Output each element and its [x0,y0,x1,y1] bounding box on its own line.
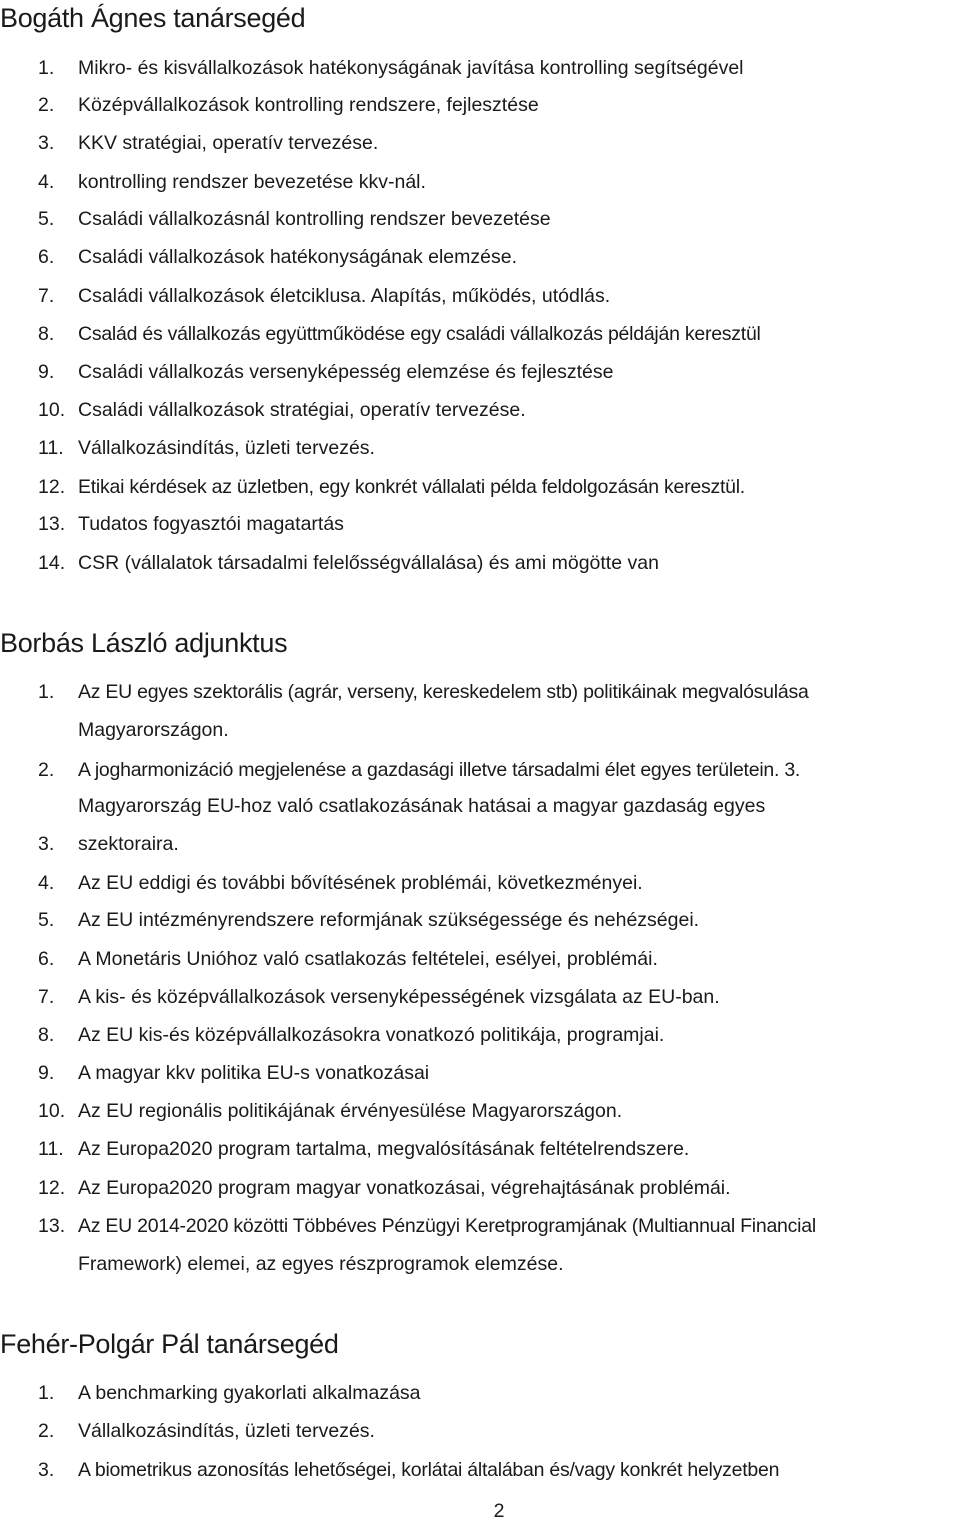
item-number: 3. [38,833,55,855]
item-number: 2. [38,759,55,781]
item-number: 1. [38,681,55,703]
item-number: 1. [38,1382,55,1404]
item-text: Az EU egyes szektorális (agrár, verseny, kereskedelem stb) politikáinak megvalósulása [78,681,809,703]
item-number: 10. [38,1100,66,1122]
section-heading-feher-polgar: Fehér-Polgár Pál tanársegéd [0,1329,339,1359]
item-number: 9. [38,1062,55,1084]
item-number: 3. [38,132,55,154]
item-text: KKV stratégiai, operatív tervezése. [78,132,379,154]
item-text: Az EU eddigi és további bővítésének problémái, következményei. [78,872,643,894]
item-text: Magyarország EU-hoz való csatlakozásának hatásai a magyar gazdaság egyes [78,795,766,817]
item-number: 8. [38,323,55,345]
item-number: 2. [38,94,55,116]
item-number: 11. [38,1138,64,1160]
item-text: kontrolling rendszer bevezetése kkv-nál. [78,171,426,193]
item-number: 10. [38,399,66,421]
item-text: Az EU kis-és középvállalkozásokra vonatkozó politikája, programjai. [78,1024,665,1046]
item-number: 4. [38,872,55,894]
item-number: 12. [38,1177,66,1199]
item-text: A kis- és középvállalkozások versenyképességének vizsgálata az EU-ban. [78,986,720,1008]
item-number: 3. [38,1459,55,1481]
item-number: 5. [38,208,55,230]
item-number: 4. [38,171,55,193]
item-number: 13. [38,1215,66,1237]
item-number: 14. [38,552,66,574]
item-number: 1. [38,57,55,79]
section-heading-bogath: Bogáth Ágnes tanársegéd [0,3,306,33]
section-heading-borbas: Borbás László adjunktus [0,628,288,658]
item-text: Családi vállalkozások hatékonyságának elemzése. [78,246,517,268]
item-text: Az EU regionális politikájának érvényesülése Magyarországon. [78,1100,623,1122]
item-number: 5. [38,909,55,931]
item-text: Tudatos fogyasztói magatartás [78,513,344,535]
item-text: Az EU intézményrendszere reformjának szükségessége és nehézségei. [78,909,700,931]
item-text: Középvállalkozások kontrolling rendszere, fejlesztése [78,94,539,116]
item-text: Család és vállalkozás együttműködése egy családi vállalkozás példáján keresztül [78,323,761,345]
item-number: 7. [38,986,55,1008]
item-number: 7. [38,285,55,307]
item-text: A biometrikus azonosítás lehetőségei, korlátai általában és/vagy konkrét helyzetben [78,1459,780,1481]
item-text: Családi vállalkozás versenyképesség elemzése és fejlesztése [78,361,614,383]
item-text: Vállalkozásindítás, üzleti tervezés. [78,437,375,459]
item-number: 6. [38,246,55,268]
page-number: 2 [493,1500,505,1522]
item-text: Az Europa2020 program tartalma, megvalósításának feltételrendszere. [78,1138,690,1160]
item-number: 9. [38,361,55,383]
item-text: Családi vállalkozások életciklusa. Alapítás, működés, utódlás. [78,285,611,307]
item-number: 8. [38,1024,55,1046]
item-text: Mikro- és kisvállalkozások hatékonyságának javítása kontrolling segítségével [78,57,744,79]
item-text: A benchmarking gyakorlati alkalmazása [78,1382,421,1404]
item-number: 12. [38,476,66,498]
item-number: 13. [38,513,66,535]
item-number: 11. [38,437,64,459]
item-text: CSR (vállalatok társadalmi felelősségvállalása) és ami mögötte van [78,552,659,574]
item-text: szektoraira. [78,833,179,855]
item-text: Az Europa2020 program magyar vonatkozásai, végrehajtásának problémái. [78,1177,731,1199]
item-number: 6. [38,948,55,970]
item-text: A jogharmonizáció megjelenése a gazdasági illetve társadalmi élet egyes területein. 3. [78,759,801,781]
item-text: A magyar kkv politika EU-s vonatkozásai [78,1062,430,1084]
item-text: Etikai kérdések az üzletben, egy konkrét vállalati példa feldolgozásán keresztül. [78,476,745,498]
item-text: Családi vállalkozások stratégiai, operatív tervezése. [78,399,526,421]
item-text: A Monetáris Unióhoz való csatlakozás feltételei, esélyei, problémái. [78,948,658,970]
item-text: Magyarországon. [78,719,229,741]
item-number: 2. [38,1420,55,1442]
item-text: Vállalkozásindítás, üzleti tervezés. [78,1420,375,1442]
item-text: Framework) elemei, az egyes részprogramok elemzése. [78,1253,564,1275]
item-text: Az EU 2014-2020 közötti Többéves Pénzügyi Keretprogramjának (Multiannual Financial [78,1215,816,1237]
item-text: Családi vállalkozásnál kontrolling rendszer bevezetése [78,208,551,230]
